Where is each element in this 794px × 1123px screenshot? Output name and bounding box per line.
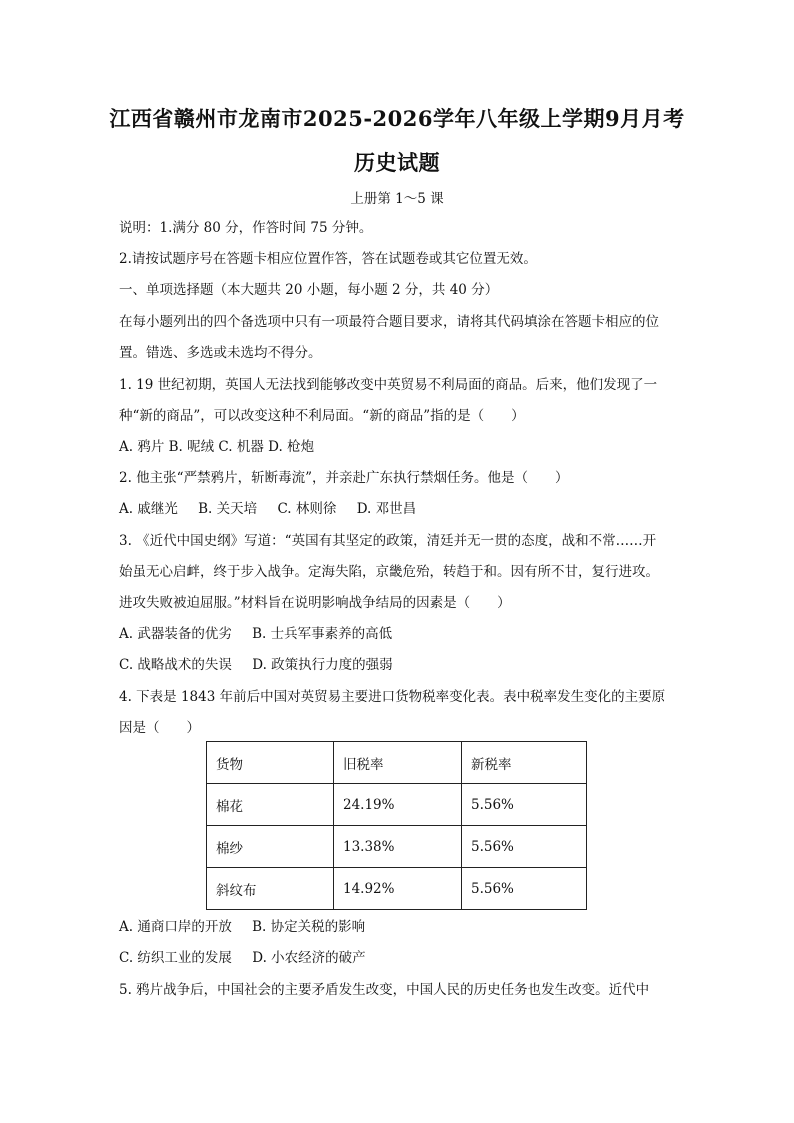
table-cell: 5.56% [462, 784, 587, 826]
exam-title: 江西省赣州市龙南市2025-2026学年八年级上学期9月月考 [109, 106, 685, 131]
question-4-options [119, 918, 679, 936]
table-cell: 24.19% [334, 784, 462, 826]
option-d: D. 邓世昌 [356, 501, 417, 517]
table-cell: 斜纹布 [207, 868, 334, 910]
option-a: A. 通商口岸的开放 [119, 919, 232, 935]
question-5-text: 5. 鸦片战争后，中国社会的主要矛盾发生改变，中国人民的历史任务也发生改变。近代中 [119, 982, 650, 998]
option-b: B. 协定关税的影响 [252, 919, 366, 935]
question-2-options [119, 500, 679, 518]
question-3-text: 3. 《近代中国史纲》写道：“英国有其坚定的政策，清廷并无一贯的态度，战和不常……开 [119, 533, 657, 549]
question-1-text: 1. 19 世纪初期，英国人无法找到能够改变中英贸易不利局面的商品。后来，他们发现了一 [119, 377, 658, 393]
table-cell: 13.38% [334, 826, 462, 868]
option-b: B. 关天培 [198, 501, 258, 517]
section-description: 置。错选、多选或未选均不得分。 [119, 345, 322, 361]
section-heading: 一、单项选择题（本大题共 20 小题，每小题 2 分，共 40 分） [119, 282, 499, 298]
instruction-line: 2.请按试题序号在答题卡相应位置作答，答在试题卷或其它位置无效。 [119, 251, 537, 267]
option-d: D. 政策执行力度的强弱 [252, 657, 393, 673]
instruction-line: 说明：1.满分 80 分，作答时间 75 分钟。 [119, 220, 373, 236]
tariff-table [206, 741, 587, 910]
exam-subject-title: 历史试题 [354, 150, 440, 175]
question-4-text: 因是（ ） [119, 720, 200, 736]
table-cell: 5.56% [462, 868, 587, 910]
question-2-text: 2. 他主张“严禁鸦片，斩断毒流”，并亲赴广东执行禁烟任务。他是（ ） [119, 470, 569, 486]
table-header-cell: 货物 [207, 742, 334, 784]
table-cell: 棉花 [207, 784, 334, 826]
question-4-text: 4. 下表是 1843 年前后中国对英贸易主要进口货物税率变化表。表中税率发生变化的主要原 [119, 689, 666, 705]
option-a: A. 戚继光 [119, 501, 178, 517]
table-cell: 14.92% [334, 868, 462, 910]
question-1-options: A. 鸦片 B. 呢绒 C. 机器 D. 枪炮 [119, 439, 315, 455]
table-header-row [207, 742, 587, 784]
option-c: C. 纺织工业的发展 [119, 950, 232, 966]
question-3-text: 进攻失败被迫屈服。”材料旨在说明影响战争结局的因素是（ ） [119, 595, 511, 611]
option-c: C. 林则徐 [277, 501, 337, 517]
table-cell: 棉纱 [207, 826, 334, 868]
option-d: D. 小农经济的破产 [252, 950, 366, 966]
table-row [207, 826, 587, 868]
question-4-options [119, 949, 679, 967]
option-b: B. 士兵军事素养的高低 [252, 626, 393, 642]
option-c: C. 战略战术的失误 [119, 657, 232, 673]
question-3-options [119, 656, 679, 674]
exam-scope: 上册第 1～5 课 [350, 191, 444, 207]
table-row [207, 784, 587, 826]
question-3-text: 始虽无心启衅，终于步入战争。定海失陷，京畿危殆，转趋于和。因有所不甘，复行进攻。 [119, 564, 659, 580]
table-row [207, 868, 587, 910]
table-header-cell: 旧税率 [334, 742, 462, 784]
table-cell: 5.56% [462, 826, 587, 868]
option-a: A. 武器装备的优劣 [119, 626, 232, 642]
section-description: 在每小题列出的四个备选项中只有一项最符合题目要求，请将其代码填涂在答题卡相应的位 [119, 314, 659, 330]
question-1-text: 种“新的商品”，可以改变这种不利局面。“新的商品”指的是（ ） [119, 408, 525, 424]
table-header-cell: 新税率 [462, 742, 587, 784]
question-3-options [119, 625, 679, 643]
